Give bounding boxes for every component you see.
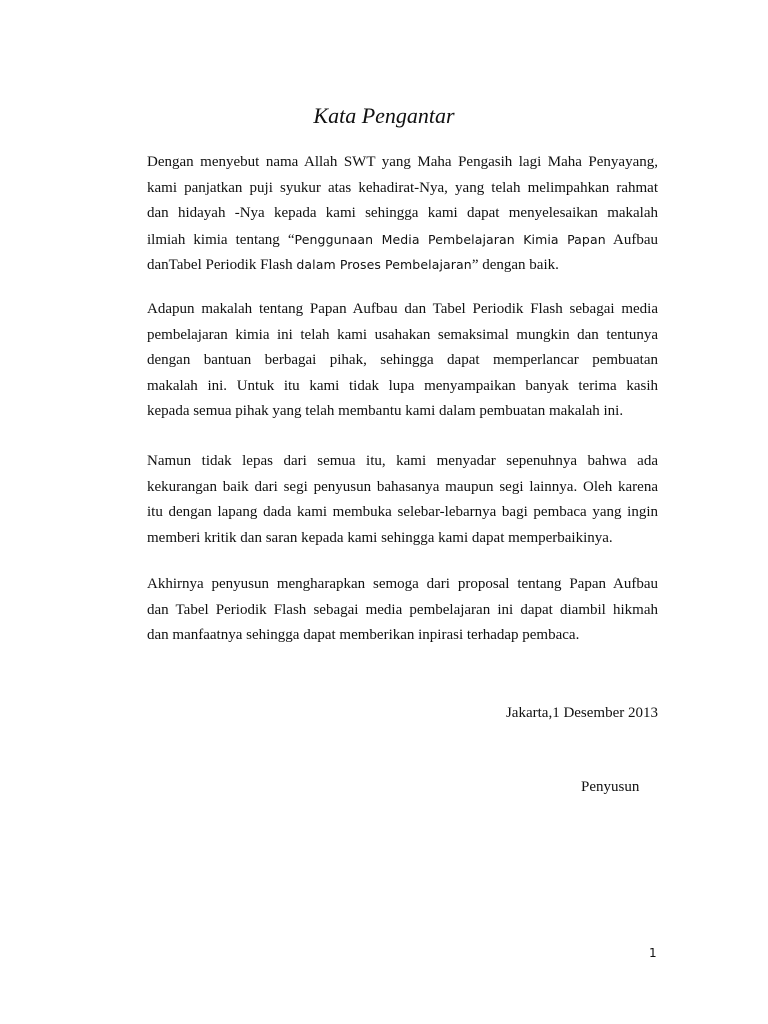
paragraph-2 bbox=[147, 297, 658, 425]
paragraph-line: pembelajaran kimia ini telah kami usahakan semaksimal mungkin dan tentunya bbox=[147, 326, 658, 343]
paragraph-line: itu dengan lapang dada kami membuka selebar-lebarnya bagi pembaca yang ingin bbox=[147, 504, 658, 520]
place-date: Jakarta,1 Desember 2013 bbox=[505, 705, 658, 721]
paragraph-line-with-title bbox=[147, 227, 658, 253]
paragraph-line-with-title bbox=[147, 252, 658, 279]
paragraph-3 bbox=[147, 449, 658, 551]
paragraph-line-prefix: danTabel Periodik Flash bbox=[147, 257, 297, 273]
paragraph-line: dengan bantuan berbagai pihak, sehingga dapat memperlancar pembuatan bbox=[147, 352, 658, 368]
signer-label: Penyusun bbox=[581, 779, 640, 795]
paragraph-line: memberi kritik dan saran kepada kami sehingga kami dapat memperbaikinya. bbox=[147, 529, 613, 546]
page-title: Kata Pengantar bbox=[313, 103, 455, 128]
paragraph-line: kekurangan baik dari segi penyusun bahasanya maupun segi lainnya. Oleh karena bbox=[147, 478, 658, 495]
paper-title-fragment: dalam Proses Pembelajaran bbox=[296, 257, 472, 272]
paragraph-line: Namun tidak lepas dari semua itu, kami menyadar sepenuhnya bahwa ada bbox=[147, 453, 658, 469]
paragraph-line-prefix: ilmiah kimia tentang “ bbox=[147, 231, 295, 248]
paragraph-1 bbox=[147, 150, 658, 279]
paragraph-line: dan manfaatnya sehingga dapat memberikan inpirasi terhadap pembaca. bbox=[147, 627, 580, 643]
paragraph-line: kepada semua pihak yang telah membantu kami dalam pembuatan makalah ini. bbox=[147, 403, 624, 419]
paragraph-line: Dengan menyebut nama Allah SWT yang Maha Pengasih lagi Maha Penyayang, bbox=[147, 154, 658, 170]
paragraph-4 bbox=[147, 572, 658, 649]
paragraph-line-suffix: Aufbau bbox=[605, 231, 658, 248]
paragraph-line: Akhirnya penyusun mengharapkan semoga dari proposal tentang Papan Aufbau bbox=[147, 576, 658, 592]
paragraph-line: dan Tabel Periodik Flash sebagai media pembelajaran ini dapat diambil hikmah bbox=[147, 601, 658, 618]
paragraph-line: makalah ini. Untuk itu kami tidak lupa menyampaikan banyak terima kasih bbox=[147, 377, 658, 394]
paragraph-line: Adapun makalah tentang Papan Aufbau dan Tabel Periodik Flash sebagai media bbox=[147, 301, 658, 317]
paragraph-line-suffix: ” dengan baik. bbox=[471, 257, 559, 273]
page-number: 1 bbox=[649, 946, 657, 960]
paper-title-fragment: Penggunaan Media Pembelajaran Kimia Papan bbox=[294, 231, 606, 247]
paragraph-line: kami panjatkan puji syukur atas kehadirat-Nya, yang telah melimpahkan rahmat bbox=[147, 179, 658, 196]
paragraph-line: dan hidayah -Nya kepada kami sehingga kami dapat menyelesaikan makalah bbox=[147, 205, 658, 221]
